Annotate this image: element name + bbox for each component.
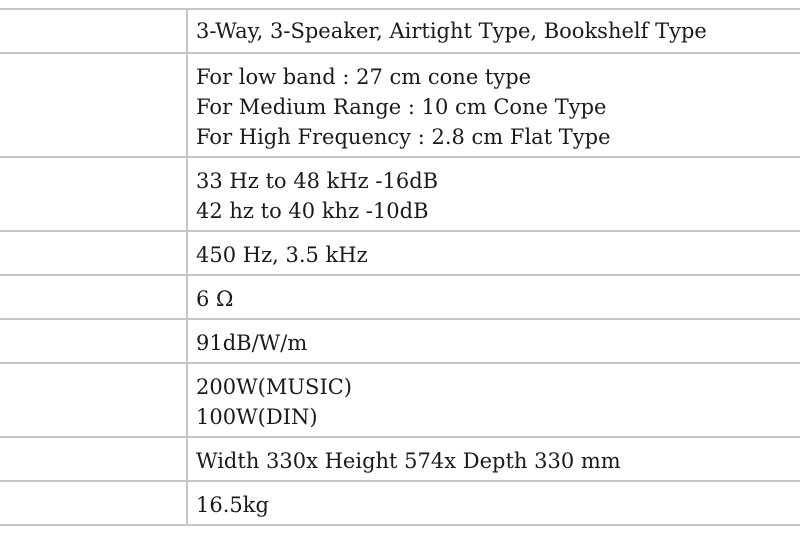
- label-cell: [0, 157, 187, 231]
- value-cell: [187, 53, 800, 157]
- spec-value-line: 100W(DIN): [196, 405, 318, 429]
- value-cell: [187, 157, 800, 231]
- spec-value-line: 3-Way, 3-Speaker, Airtight Type, Bookshelf Type: [196, 19, 707, 43]
- value-cell: [187, 481, 800, 525]
- spec-value-line: For Medium Range : 10 cm Cone Type: [196, 95, 607, 119]
- spec-value-line: 16.5kg: [196, 493, 269, 517]
- table-row: [0, 231, 800, 275]
- value-cell: [187, 363, 800, 437]
- spec-value-line: 91dB/W/m: [196, 331, 308, 355]
- table-row: [0, 363, 800, 437]
- label-cell: [0, 363, 187, 437]
- spec-value-line: For High Frequency : 2.8 cm Flat Type: [196, 125, 611, 149]
- spec-value-line: 450 Hz, 3.5 kHz: [196, 243, 368, 267]
- spec-value-line: 42 hz to 40 khz -10dB: [196, 199, 429, 223]
- label-cell: [0, 319, 187, 363]
- table-row: [0, 9, 800, 53]
- table-row: [0, 437, 800, 481]
- spec-value-line: Width 330x Height 574x Depth 330 mm: [196, 449, 621, 473]
- table-row: [0, 319, 800, 363]
- spec-value-line: 6 Ω: [196, 287, 234, 311]
- table-row: [0, 157, 800, 231]
- spec-value-line: For low band : 27 cm cone type: [196, 65, 532, 89]
- table-row: [0, 53, 800, 157]
- label-cell: [0, 9, 187, 53]
- label-cell: [0, 275, 187, 319]
- spec-table: [0, 8, 800, 526]
- value-cell: [187, 9, 800, 53]
- label-cell: [0, 481, 187, 525]
- table-row: [0, 481, 800, 525]
- value-cell: [187, 319, 800, 363]
- spec-value-line: 33 Hz to 48 kHz -16dB: [196, 169, 439, 193]
- spec-value-line: 200W(MUSIC): [196, 375, 353, 399]
- value-cell: [187, 275, 800, 319]
- value-cell: [187, 437, 800, 481]
- value-cell: [187, 231, 800, 275]
- label-cell: [0, 53, 187, 157]
- label-cell: [0, 437, 187, 481]
- table-row: [0, 275, 800, 319]
- label-cell: [0, 231, 187, 275]
